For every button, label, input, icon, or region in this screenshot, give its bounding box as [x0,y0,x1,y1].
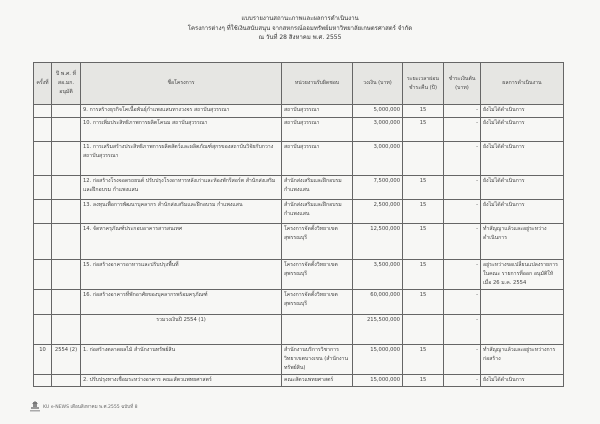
document-title [0,14,600,43]
cell-unit: สำนักส่งเสริมและฝึกอบรม กำแพงแสน [282,176,353,200]
cell-year [52,142,81,176]
cell-year [52,315,81,345]
page-footer [30,401,138,413]
cell-repaid: - [444,142,481,176]
cell-year [52,105,81,118]
cell-amount: 12,500,000 [353,224,403,260]
cell-no [34,224,52,260]
title-line-1: แบบรายงานสถานะภาพและผลการดำเนินงาน [241,15,359,22]
subtotal-amount: 215,500,000 [353,315,403,345]
cell-result [481,290,564,315]
cell-repaid: - [444,345,481,375]
cell-unit: คณะสัตวแพทยศาสตร์ [282,375,353,387]
header-repaid: ชำระเงินต้น (บาท) [444,63,481,105]
table-row [34,200,564,224]
cell-result: ยังไม่ได้ดำเนินการ [481,105,564,118]
footer-text: KU e-NEWS เดือนสิงหาคม พ.ศ.2555 ฉบับที่ 8 [43,404,138,410]
cell-amount: 2,500,000 [353,200,403,224]
cell-no [34,260,52,290]
cell-duration: 15 [403,224,444,260]
cell-result: ยังไม่ได้ดำเนินการ [481,142,564,176]
cell-duration: 15 [403,176,444,200]
cell-year [52,260,81,290]
cell-no [34,315,52,345]
cell-result: ยังไม่ได้ดำเนินการ [481,200,564,224]
cell-duration: 15 [403,345,444,375]
title-line-2: โครงการต่างๆ ที่ใช้เงินสนับสนุน จากสหกรณ์ออมทรัพย์มหาวิทยาลัยเกษตรศาสตร์ จำกัด [187,24,413,32]
status-report-table [33,62,564,387]
ku-logo-icon [30,401,40,413]
cell-repaid: - [444,176,481,200]
cell-no [34,375,52,387]
cell-amount: 60,000,000 [353,290,403,315]
cell-result: ยังไม่ได้ดำเนินการ [481,375,564,387]
cell-unit: สถาบันสุวรรณา [282,105,353,118]
header-duration: ระยะเวลาผ่อนชำระคืน (ปี) [403,63,444,105]
cell-year [52,224,81,260]
cell-unit: สำนักงานบริการวิชาการ วิทยาเขตบางเขน (สำนักงานทรัพย์สิน) [282,345,353,375]
cell-project: 13. ลงทุนเพื่อการพัฒนาบุคลากร สำนักส่งเสริมและฝึกอบรม กำแพงแสน [81,200,282,224]
cell-year [52,290,81,315]
cell-unit: สถาบันสุวรรณา [282,118,353,142]
cell-repaid: - [444,290,481,315]
cell-amount: 7,500,000 [353,176,403,200]
cell-year [52,375,81,387]
table-row [34,118,564,142]
cell-no: 10 [34,345,52,375]
cell-no [34,105,52,118]
cell-amount: 3,500,000 [353,260,403,290]
cell-repaid: - [444,118,481,142]
cell-duration: 15 [403,375,444,387]
cell-amount: 15,000,000 [353,375,403,387]
cell-repaid: - [444,224,481,260]
cell-duration: 15 [403,200,444,224]
title-line-3: ณ วันที่ 28 สิงหาคม พ.ศ. 2555 [258,34,342,41]
cell-amount: 3,000,000 [353,142,403,176]
cell-unit: สถาบันสุวรรณา [282,142,353,176]
cell-project: 2. ปรับปรุงทางเชื่อมระหว่างอาคาร คณะสัตวแพทยศาสตร์ [81,375,282,387]
cell-project: 1. ก่อสร้างตลาดผลไม้ สำนักงานทรัพย์สิน [81,345,282,375]
cell-year [52,118,81,142]
table-row [34,375,564,387]
cell-duration: 15 [403,105,444,118]
table-header-row [34,63,564,105]
table-row [34,290,564,315]
cell-project: 14. จัดหาครุภัณฑ์ประกอบอาคารสารสนเทศ [81,224,282,260]
table-row [34,224,564,260]
header-no: ครั้งที่ [34,63,52,105]
table-row [34,260,564,290]
cell-repaid: - [444,375,481,387]
cell-no [34,200,52,224]
cell-amount: 15,000,000 [353,345,403,375]
cell-project: 10. การเพิ่มประสิทธิภาพการผลิตโคนม สถาบันสุวรรณา [81,118,282,142]
header-result: ผลการดำเนินงาน [481,63,564,105]
header-unit: หน่วยงานรับผิดชอบ [282,63,353,105]
cell-repaid: - [444,105,481,118]
cell-unit: โครงการจัดตั้งวิทยาเขตสุพรรณบุรี [282,224,353,260]
cell-unit: สำนักส่งเสริมและฝึกอบรม กำแพงแสน [282,200,353,224]
header-project: ชื่อโครงการ [81,63,282,105]
subtotal-label: รวมวงเงินปี 2554 (1) [81,315,282,345]
cell-no [34,142,52,176]
subtotal-row [34,315,564,345]
table-row [34,345,564,375]
cell-duration: 15 [403,118,444,142]
cell-duration: 15 [403,290,444,315]
header-year: ปี พ.ศ. ที่ สอ.มก. อนุมัติ [52,63,81,105]
cell-result: ยังไม่ได้ดำเนินการ [481,118,564,142]
cell-project: 11. การเสริมสร้างประสิทธิภาพการผลิตสัตว์และผลิตภัณฑ์สุกรของสถาบันวิจัยกับกวาง สถาบันสุวรรณา [81,142,282,176]
cell-result: ทำสัญญาแล้วและอยู่ระหว่างการก่อสร้าง [481,345,564,375]
table-row [34,176,564,200]
cell-year [52,200,81,224]
cell-no [34,118,52,142]
cell-unit: โครงการจัดตั้งวิทยาเขตสุพรรณบุรี [282,260,353,290]
header-amount: วงเงิน (บาท) [353,63,403,105]
cell-year: 2554 (2) [52,345,81,375]
cell-result: ยังไม่ได้ดำเนินการ [481,176,564,200]
cell-duration [403,142,444,176]
table-row [34,142,564,176]
cell-duration [403,315,444,345]
cell-unit [282,315,353,345]
cell-project: 15. ก่อสร้างอาคารอาหารและปรับปรุงพื้นที่ [81,260,282,290]
cell-amount: 5,000,000 [353,105,403,118]
table-row [34,105,564,118]
table-body [34,105,564,387]
cell-result: อยู่ระหว่างขอเปลี่ยนแปลงรายการ ในคณะ รายการที่ออก อนุมัติให้เมื่อ 26 ม.ค. 2554 [481,260,564,290]
cell-result [481,315,564,345]
cell-no [34,176,52,200]
cell-no [34,290,52,315]
subtotal-repaid: - [444,315,481,345]
cell-project: 9. การสร้างธุรกิจโคเนื้อพันธุ์กำแพงแสนทางวงจร สถาบันสุวรรณา [81,105,282,118]
cell-repaid: - [444,200,481,224]
cell-repaid: - [444,260,481,290]
cell-unit: โครงการจัดตั้งวิทยาเขตสุพรรณบุรี [282,290,353,315]
cell-year [52,176,81,200]
cell-duration: 15 [403,260,444,290]
cell-amount: 3,000,000 [353,118,403,142]
cell-project: 16. ก่อสร้างอาคารที่พักอาศัยของบุคลากรพร้อมครุภัณฑ์ [81,290,282,315]
cell-result: ทำสัญญาแล้วและอยู่ระหว่างดำเนินการ [481,224,564,260]
cell-project: 12. ก่อสร้างโรงจอดรถยนต์ ปรับปรุงโรงอาหารหลังเก่าและห้องพักรีสอร์ต สำนักส่งเสริมและฝึกอบรม กำแพงแสน [81,176,282,200]
